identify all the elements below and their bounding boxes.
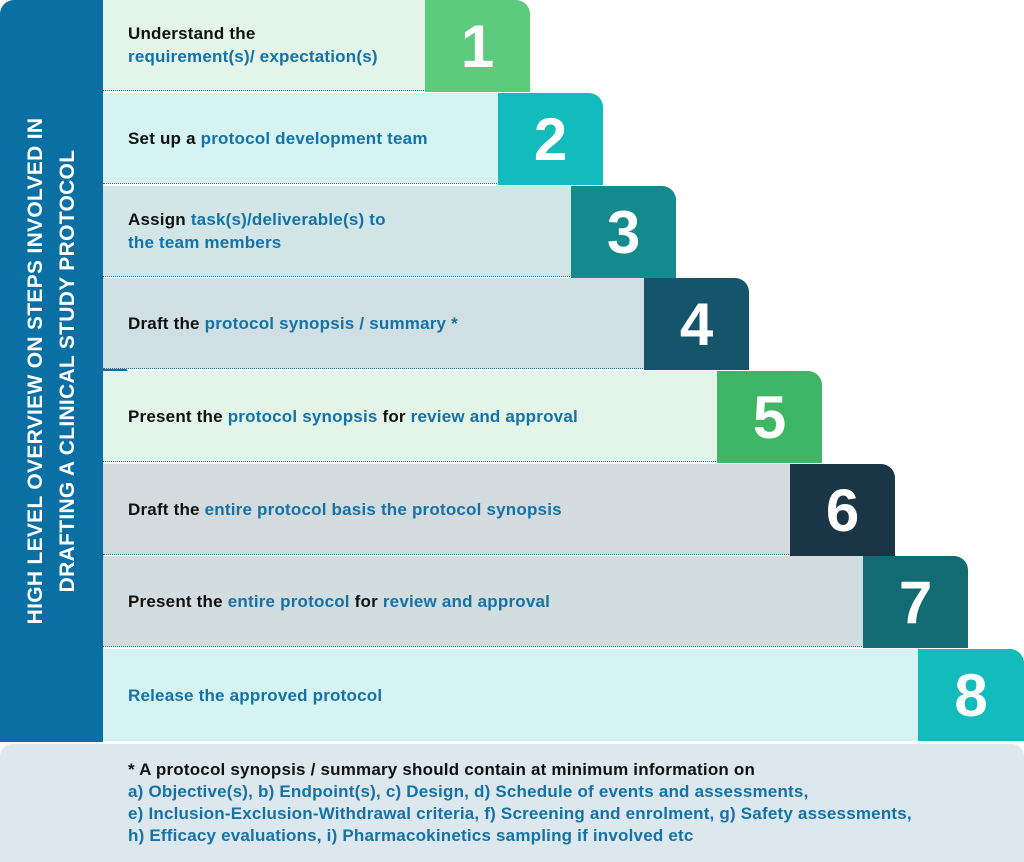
- step-4-text-plain: Draft the: [128, 313, 205, 333]
- footnote-intro: * A protocol synopsis / summary should contain at minimum information on: [128, 760, 756, 779]
- step-5-text: [103, 405, 578, 428]
- step-1-text-plain: Understand the: [128, 24, 256, 43]
- step-row-7: [103, 556, 866, 647]
- step-row-8: [103, 649, 918, 741]
- footnote-line-2: e) Inclusion-Exclusion-Withdrawal criteria, f) Screening and enrolment, g) Safety assessments,: [128, 804, 912, 823]
- step-7-text-highlight-1: entire protocol: [227, 591, 350, 611]
- sidebar-title-line1: HIGH LEVEL OVERVIEW ON STEPS INVOLVED IN: [24, 117, 47, 625]
- step-4-text-highlight: protocol synopsis / summary *: [204, 313, 458, 333]
- step-row-4: [103, 278, 647, 369]
- step-6-text-plain: Draft the: [128, 499, 205, 519]
- step-4-text: [103, 312, 458, 335]
- step-4-number: 4: [679, 290, 714, 358]
- footnote-line-3: h) Efficacy evaluations, i) Pharmacokinetics sampling if involved etc: [128, 826, 694, 845]
- step-3-text-highlight-1: task(s)/deliverable(s) to: [190, 210, 386, 229]
- step-7-number-box: [863, 556, 968, 648]
- step-row-6: [103, 464, 793, 555]
- step-6-text: [103, 498, 562, 521]
- step-2-text: [103, 127, 428, 150]
- step-5-number: 5: [752, 383, 787, 451]
- step-3-number: 3: [606, 198, 641, 266]
- step-7-text-plain-2: for: [349, 591, 383, 611]
- step-5-text-plain-2: for: [377, 406, 411, 426]
- footnote-line-1: a) Objective(s), b) Endpoint(s), c) Design, d) Schedule of events and assessments,: [128, 782, 809, 801]
- step-row-1: [103, 0, 428, 91]
- step-7-number: 7: [898, 568, 933, 636]
- step-2-text-plain: Set up a: [128, 128, 201, 148]
- step-2-number: 2: [533, 105, 568, 173]
- step-5-text-plain-1: Present the: [128, 406, 228, 426]
- footnote-box: [0, 744, 1024, 862]
- step-5-text-highlight-1: protocol synopsis: [227, 406, 378, 426]
- step-8-number: 8: [954, 661, 988, 729]
- sidebar-title-line2: DRAFTING A CLINICAL STUDY PROTOCOL: [56, 149, 79, 593]
- step-1-number: 1: [460, 12, 495, 80]
- step-4-number-box: [644, 278, 749, 370]
- step-7-text-highlight-2: review and approval: [382, 591, 551, 611]
- step-3-text-plain: Assign: [128, 210, 191, 229]
- step-2-number-box: [498, 93, 603, 185]
- step-3-text: [103, 208, 386, 254]
- step-6-text-highlight: entire protocol basis the protocol synopsis: [204, 499, 562, 519]
- step-8-text-highlight: Release the approved protocol: [128, 685, 383, 705]
- step-6-number-box: [790, 464, 895, 556]
- step-8-number-box: [918, 649, 1024, 741]
- step-3-number-box: [571, 186, 676, 278]
- step-7-text: [103, 590, 550, 613]
- step-row-5: [103, 371, 720, 462]
- step-8-text: [103, 684, 382, 707]
- step-row-3: [103, 186, 574, 277]
- step-2-text-highlight: protocol development team: [200, 128, 428, 148]
- step-1-number-box: [425, 0, 530, 92]
- step-1-text: [103, 22, 378, 68]
- sidebar-title: [20, 21, 84, 721]
- step-3-text-highlight-2: the team members: [128, 233, 282, 252]
- step-5-number-box: [717, 371, 822, 463]
- step-7-text-plain-1: Present the: [128, 591, 228, 611]
- step-5-text-highlight-2: review and approval: [410, 406, 578, 426]
- step-6-number: 6: [825, 476, 860, 544]
- step-row-2: [103, 93, 501, 184]
- step-1-text-highlight: requirement(s)/ expectation(s): [128, 47, 378, 66]
